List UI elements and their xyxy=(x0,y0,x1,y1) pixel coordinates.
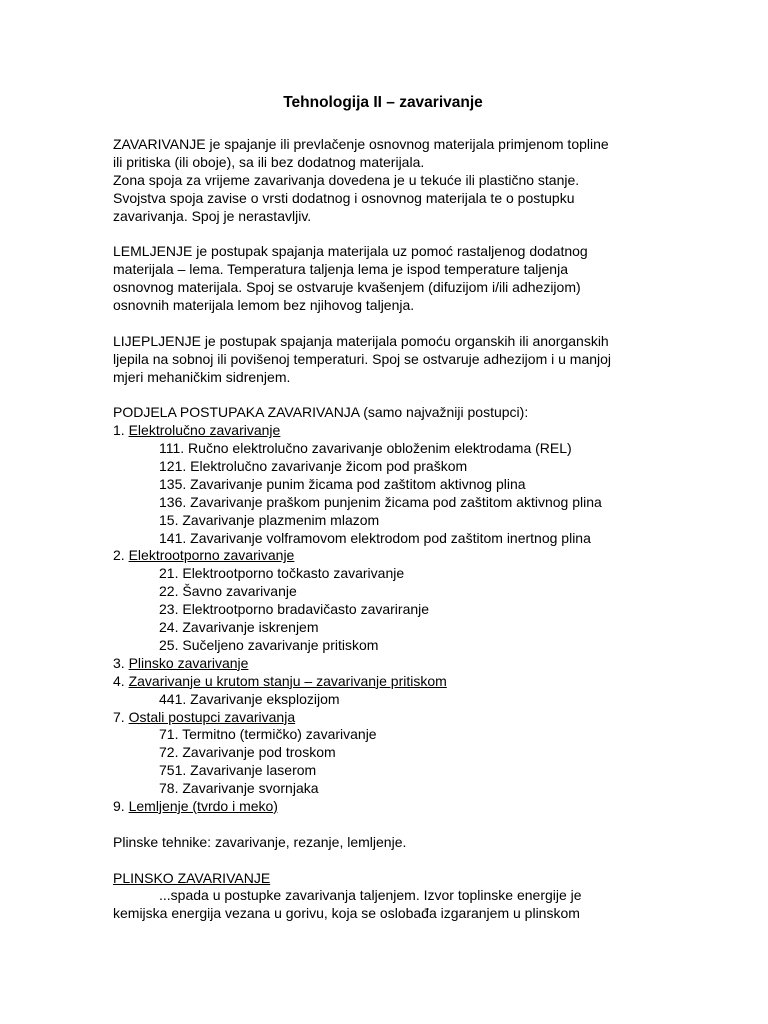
group-number: 2. xyxy=(113,547,129,564)
text-line: Zona spoja za vrijeme zavarivanja dovedena je u tekuće ili plastično stanje. xyxy=(113,171,580,188)
list-item: 441. Zavarivanje eksplozijom xyxy=(159,690,340,707)
list-item: 22. Šavno zavarivanje xyxy=(159,583,297,600)
text-line: osnovnih materijala lemom bez njihovog taljenja. xyxy=(113,297,415,314)
text-line: ZAVARIVANJE je spajanje ili prevlačenje osnovnog materijala primjenom topline xyxy=(113,136,609,152)
group-name: Ostali postupci zavarivanja xyxy=(128,708,296,725)
welding-process-list xyxy=(113,422,653,816)
podjela-heading: PODJELA POSTUPAKA ZAVARIVANJA (samo najvažniji postupci): xyxy=(113,404,529,421)
paragraph-lijepljenje xyxy=(113,333,653,387)
paragraph-zavarivanje xyxy=(113,136,653,225)
text-line: kemijska energija vezana u gorivu, koja se oslobađa izgaranjem u plinskom xyxy=(113,905,580,922)
list-item: 72. Zavarivanje pod troskom xyxy=(159,744,336,761)
list-item: 121. Elektrolučno zavarivanje žicom pod praškom xyxy=(159,458,468,475)
text-line: ...spada u postupke zavarivanja taljenjem. Izvor toplinske energije je xyxy=(159,887,582,904)
group-name: Plinsko zavarivanje xyxy=(128,654,249,671)
list-item: 24. Zavarivanje iskrenjem xyxy=(159,619,319,636)
list-group-heading xyxy=(113,655,653,673)
paragraph-lemljenje xyxy=(113,243,653,315)
list-group-heading xyxy=(113,798,653,816)
list-group-heading xyxy=(113,547,653,565)
group-number: 9. xyxy=(113,797,129,814)
text-line: osnovnog materijala. Spoj se ostvaruje kvašenjem (difuzijom i/ili adhezijom) xyxy=(113,279,581,296)
group-name: Zavarivanje u krutom stanju – zavarivanje pritiskom xyxy=(128,672,447,689)
list-group-heading xyxy=(113,422,653,440)
plinsko-heading-text: PLINSKO ZAVARIVANJE xyxy=(113,869,271,886)
paragraph-gap xyxy=(113,315,653,333)
paragraph-gap xyxy=(113,386,653,404)
document-title: Tehnologija II – zavarivanje xyxy=(283,94,483,111)
group-number: 4. xyxy=(113,672,129,689)
group-name: Elektrolučno zavarivanje xyxy=(128,422,281,439)
plinske-tehnike-line: Plinske tehnike: zavarivanje, rezanje, lemljenje. xyxy=(113,833,407,850)
text-line: materijala – lema. Temperatura taljenja lema je ispod temperature taljenja xyxy=(113,261,568,278)
list-item: 141. Zavarivanje volframovom elektrodom pod zaštitom inertnog plina xyxy=(159,529,591,546)
text-line: LIJEPLJENJE je postupak spajanja materijala pomoću organskih ili anorganskih xyxy=(113,332,609,349)
paragraph-gap xyxy=(113,225,653,243)
list-item: 111. Ručno elektrolučno zavarivanje obloženim elektrodama (REL) xyxy=(159,440,572,457)
list-group-heading xyxy=(113,709,653,727)
group-name: Elektrootporno zavarivanje xyxy=(128,547,295,564)
text-line: ljepila na sobnoj ili povišenoj temperaturi. Spoj se ostvaruje adhezijom i u manjoj xyxy=(113,350,612,367)
text-line: zavarivanja. Spoj je nerastavljiv. xyxy=(113,207,312,224)
text-line: ili pritiska (ili oboje), sa ili bez dodatnog materijala. xyxy=(113,153,425,170)
text-line: LEMLJENJE je postupak spajanja materijala uz pomoć rastaljenog dodatnog xyxy=(113,243,588,260)
list-item: 136. Zavarivanje praškom punjenim žicama pod zaštitom aktivnog plina xyxy=(159,493,602,510)
group-number: 3. xyxy=(113,654,129,671)
paragraph-gap xyxy=(113,852,653,870)
document-body xyxy=(113,136,653,923)
list-item: 15. Zavarivanje plazmenim mlazom xyxy=(159,511,380,528)
paragraph-gap xyxy=(113,816,653,834)
list-item: 78. Zavarivanje svornjaka xyxy=(159,780,319,797)
list-item: 23. Elektrootporno bradavičasto zavariranje xyxy=(159,601,430,618)
group-name: Lemljenje (tvrdo i meko) xyxy=(128,797,278,814)
group-number: 7. xyxy=(113,708,129,725)
text-line: Svojstva spoja zavise o vrsti dodatnog i osnovnog materijala te o postupku xyxy=(113,189,575,206)
list-item: 71. Termitno (termičko) zavarivanje xyxy=(159,726,377,743)
list-item: 135. Zavarivanje punim žicama pod zaštitom aktivnog plina xyxy=(159,475,526,492)
list-item: 21. Elektrootporno točkasto zavarivanje xyxy=(159,565,405,582)
list-group-heading xyxy=(113,673,653,691)
plinsko-heading xyxy=(113,870,653,888)
text-line: mjeri mehaničkim sidrenjem. xyxy=(113,368,291,385)
list-item: 751. Zavarivanje laserom xyxy=(159,762,317,779)
list-item: 25. Sučeljeno zavarivanje pritiskom xyxy=(159,636,379,653)
group-number: 1. xyxy=(113,422,129,439)
